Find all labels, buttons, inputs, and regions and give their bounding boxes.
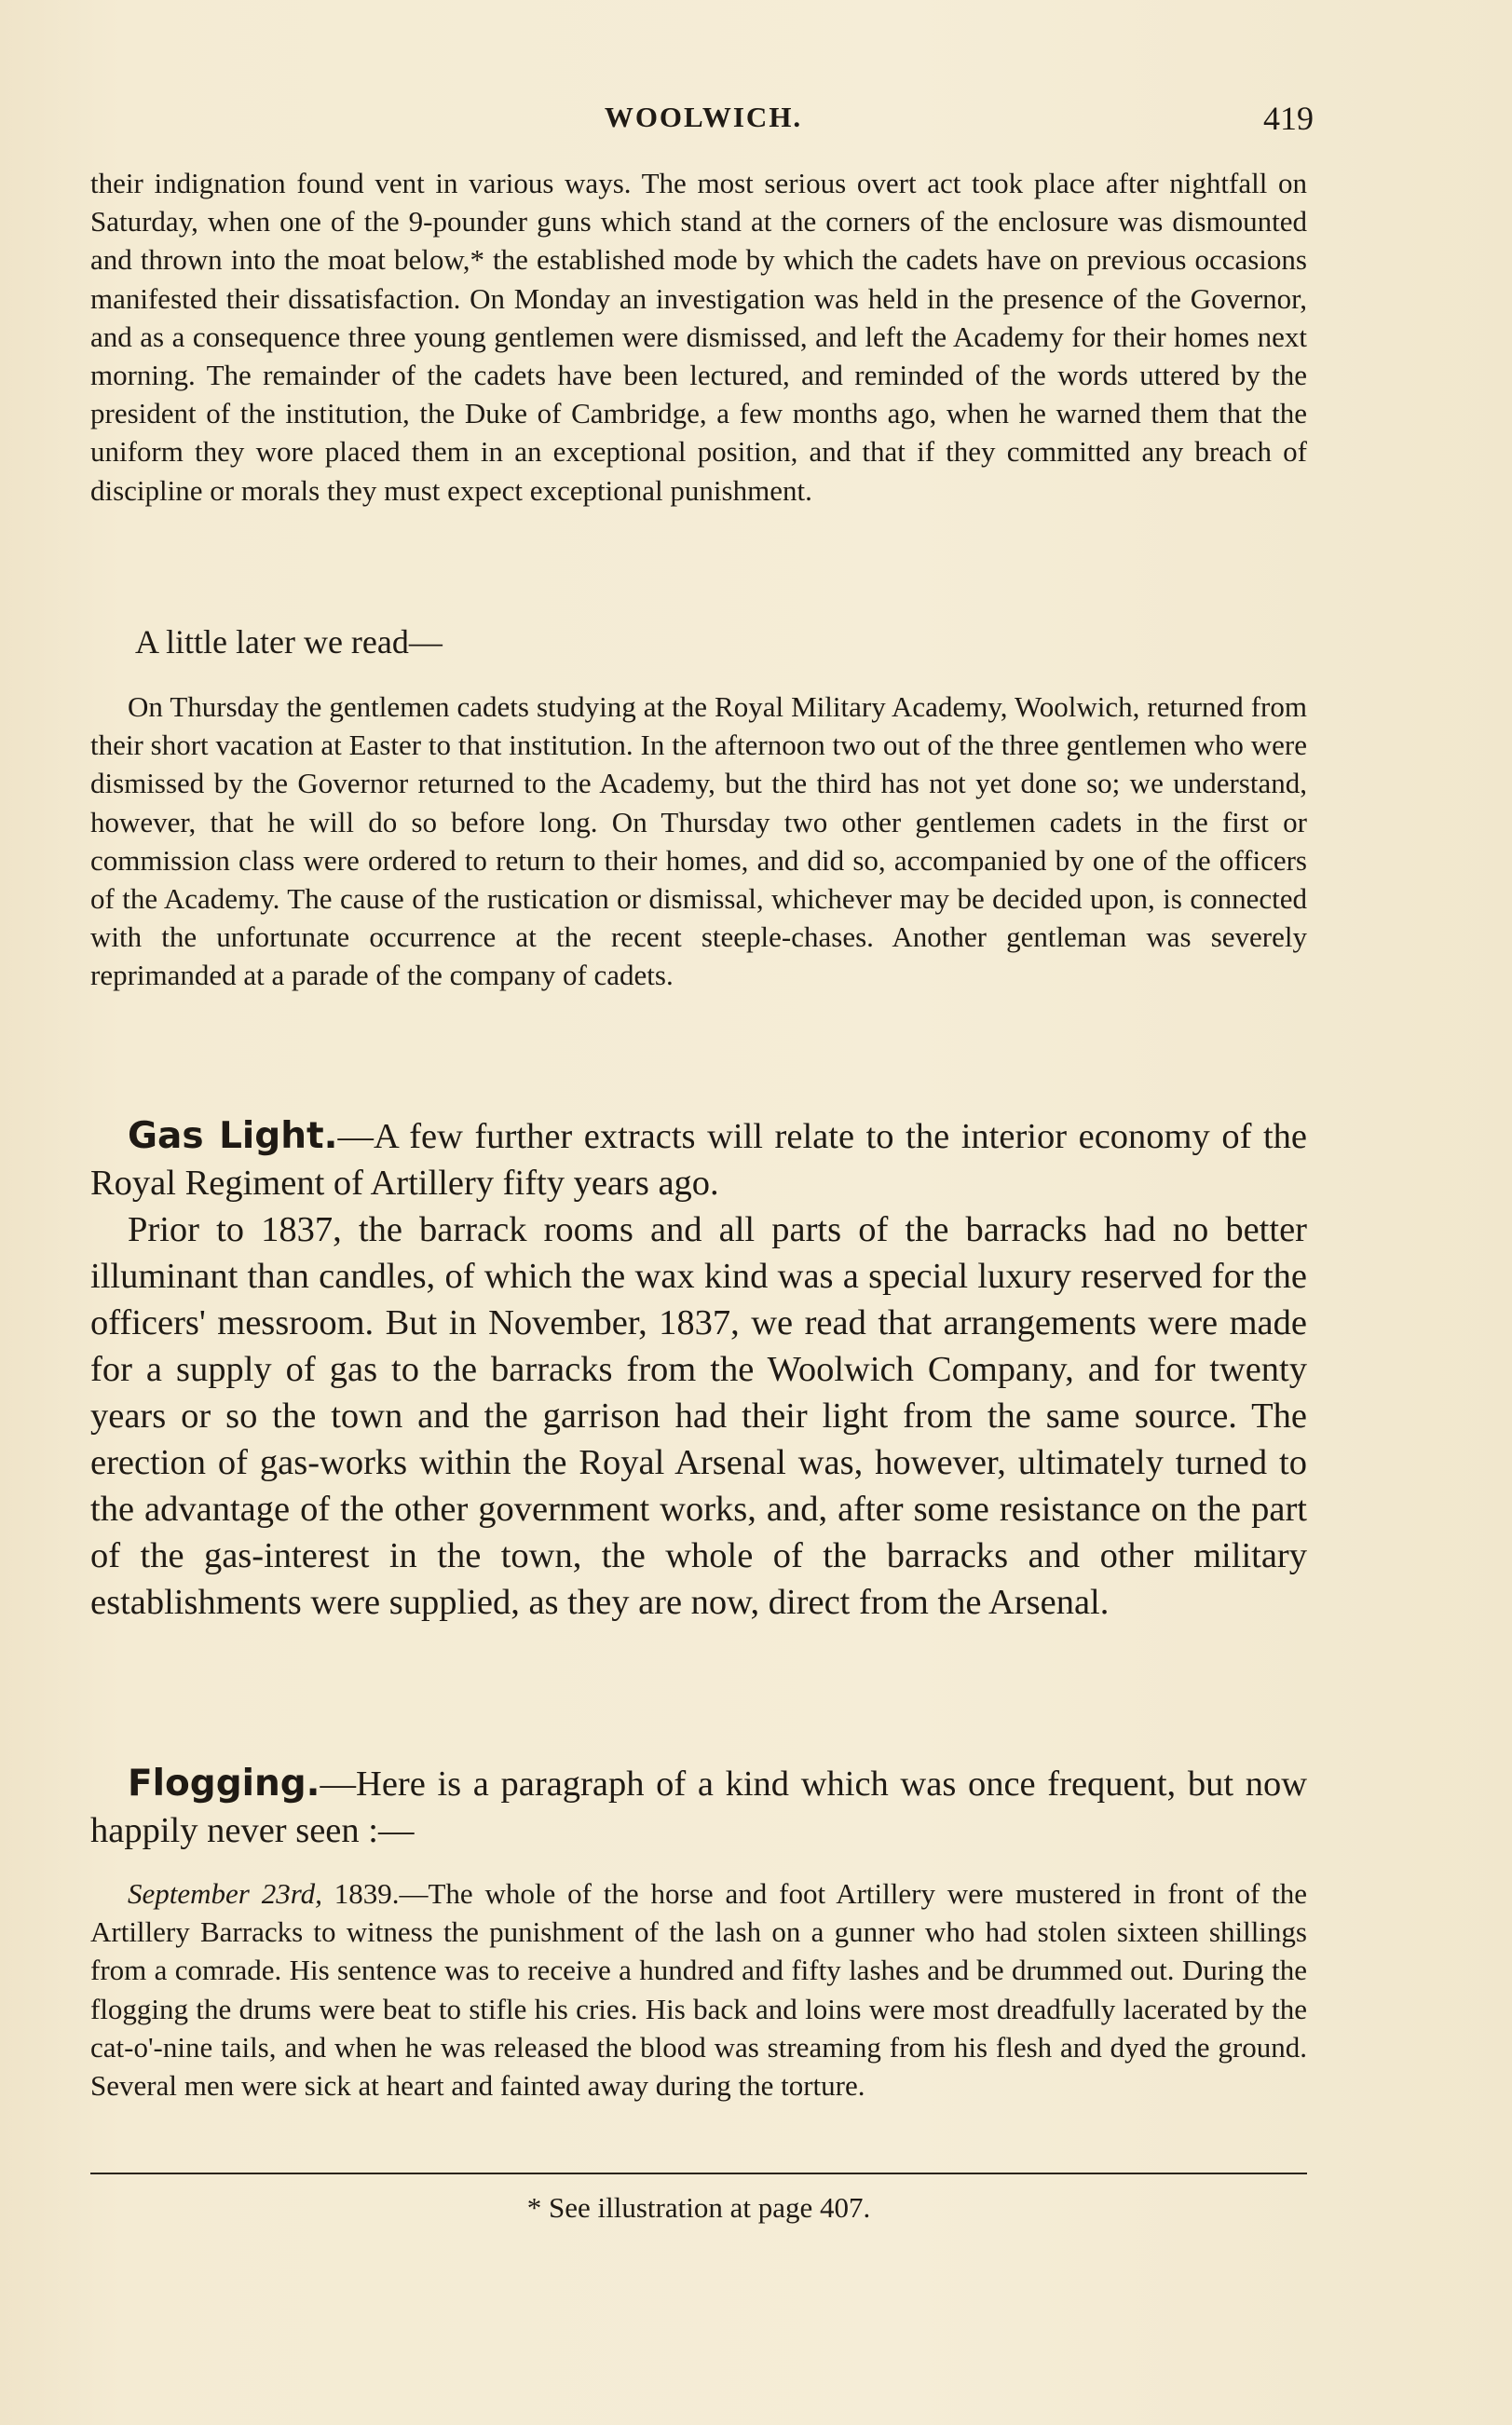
footnote: * See illustration at page 407. (526, 2191, 871, 2224)
lead-text: —Here is a paragraph of a kind which was once frequent, but now happily never seen :— (90, 1764, 1307, 1850)
section-body: Prior to 1837, the barrack rooms and all parts of the barracks had no better illuminant than candles, of which the wax kind was a special luxury reserved for the officers' messroom. But in November, 1837, we read that arrangements were made for a supply of gas to the barracks from the Woolwich Company, and for twenty years or so the town and the garrison had their light from the same source. The erection of gas-works within the Royal Arsenal was, however, ultimately turned to the advantage of the other government works, and, after some resistance on the part of the gas-interest in the town, the whole of the barracks and other military establishments were supplied, as they are now, direct from the Arsenal. (90, 1210, 1307, 1622)
section-lead (90, 1113, 1307, 1206)
quoted-paragraph-2 (90, 688, 1307, 995)
section-lead (90, 1761, 1307, 1854)
paragraph-text: On Thursday the gentlemen cadets studying at the Royal Military Academy, Woolwich, returned from their short vacation at Easter to that institution. In the afternoon two out of the three gentlemen who were dismissed by the Governor returned to the Academy, but the third has not yet done so; we understand, however, that he will do so before long. On Thursday two other gentlemen cadets in the first or commission class were ordered to return to their homes, and did so, accompanied by one of the officers of the Academy. The cause of the rustication or dismissal, whichever may be decided upon, is connected with the unfortunate occurrence at the recent steeple-chases. Another gentleman was severely reprimanded at a parade of the company of cadets. (90, 690, 1307, 992)
footnote-rule (90, 2173, 1307, 2174)
section-gas-light (90, 1113, 1307, 1626)
section-heading: Flogging. (128, 1763, 320, 1805)
page-number: 419 (1263, 100, 1314, 137)
quote-date: September 23rd, (128, 1877, 322, 1910)
paragraph-text: A little later we read— (135, 623, 443, 661)
page-header (93, 101, 1314, 149)
paragraph-text: their indignation found vent in various ways. The most serious overt act took place after nightfall on Saturday, when one of the 9-pounder guns which stand at the corners of the enclosure was dismounted and thrown into the moat below,* the established mode by which the cadets have on previous occasions manifested their dissatisfaction. On Monday an investigation was held in the presence of the Governor, and as a consequence three young gentlemen were dismissed, and left the Academy for their homes next morning. The remainder of the cadets have been lectured, and reminded of the words uttered by the president of the institution, the Duke of Cambridge, a few months ago, when he warned them that the uniform they wore placed them in an exceptional position, and that if they committed any breach of discipline or morals they must expect exceptional punishment. (90, 167, 1307, 507)
section-flogging (90, 1761, 1307, 2105)
section-heading: Gas Light. (128, 1115, 338, 1157)
quoted-paragraph-3 (90, 1874, 1307, 2105)
quote-text: 1839.—The whole of the horse and foot Artillery were mustered in front of the Artillery Barracks to witness the punishment of the lash on a gunner who had stolen sixteen shillings from a comrade. His sentence was to receive a hundred and fifty lashes and be drummed out. During the flogging the drums were beat to stifle his cries. His back and loins were most dreadfully lacerated by the cat-o'-nine tails, and when he was released the blood was streaming from his flesh and dyed the ground. Several men were sick at heart and fainted away during the torture. (90, 1877, 1307, 2103)
running-head: WOOLWICH. (604, 101, 803, 133)
lead-text: —A few further extracts will relate to the interior economy of the Royal Regiment of Artillery fifty years ago. (90, 1117, 1308, 1203)
transition-line (90, 619, 1307, 665)
quoted-paragraph-1 (90, 164, 1307, 510)
